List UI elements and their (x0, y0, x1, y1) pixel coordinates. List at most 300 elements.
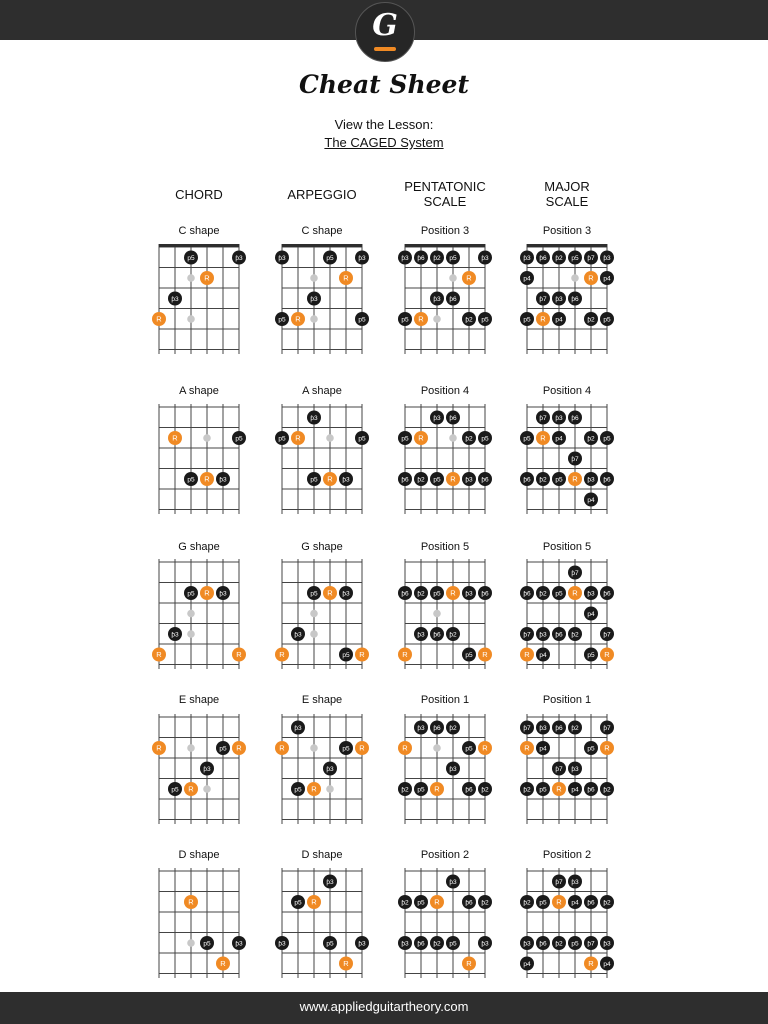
note-label: ƥ6 (417, 255, 425, 263)
diagram-caption: Position 1 (542, 694, 592, 706)
scale-note (600, 312, 614, 326)
note-label: ƥ7 (571, 456, 579, 464)
note-label: p4 (523, 275, 531, 283)
scale-note (600, 271, 614, 285)
scale-note (552, 292, 566, 306)
note-label: p5 (310, 476, 318, 484)
note-label: ƥ2 (603, 786, 611, 794)
footer-url[interactable]: www.appliedguitartheory.com (299, 999, 469, 1014)
scale-note (568, 292, 582, 306)
root-note (568, 472, 582, 486)
note-label: R (327, 588, 333, 598)
note-label: ƥ3 (342, 590, 350, 598)
note-label: ƥ7 (523, 725, 531, 733)
note-label: p5 (310, 590, 318, 598)
fretboard-d-arpeggio (272, 863, 372, 983)
note-label: R (450, 588, 456, 598)
note-label: R (524, 743, 530, 753)
scale-note (600, 721, 614, 735)
scale-note (414, 721, 428, 735)
note-label: p5 (294, 786, 302, 794)
scale-note (552, 251, 566, 265)
scale-note (584, 782, 598, 796)
note-label: R (466, 959, 472, 969)
note-label: ƥ3 (587, 476, 595, 484)
note-label: ƥ2 (539, 476, 547, 484)
note-label: ƥ3 (481, 940, 489, 948)
scale-note (520, 271, 534, 285)
note-label: p5 (555, 590, 563, 598)
note-label: ƥ2 (401, 899, 409, 907)
note-label: p5 (401, 316, 409, 324)
ghost-note (203, 785, 211, 793)
scale-note (478, 251, 492, 265)
scale-note (398, 472, 412, 486)
scale-note (446, 251, 460, 265)
diagram-caption: Position 2 (542, 849, 592, 861)
scale-note (520, 586, 534, 600)
ghost-note (310, 274, 318, 282)
note-label: R (450, 474, 456, 484)
fretboard-c-pentatonic (395, 239, 495, 359)
note-label: R (204, 588, 210, 598)
nut (159, 244, 239, 247)
scale-note (355, 251, 369, 265)
note-label: ƥ6 (523, 590, 531, 598)
note-label: ƥ3 (555, 415, 563, 423)
scale-note (478, 782, 492, 796)
scale-note (232, 251, 246, 265)
note-label: ƥ3 (603, 940, 611, 948)
scale-note (414, 251, 428, 265)
scale-note (291, 782, 305, 796)
note-label: ƥ3 (417, 631, 425, 639)
note-label: ƥ3 (235, 255, 243, 263)
fretboard-e-arpeggio (272, 709, 372, 829)
note-label: R (588, 959, 594, 969)
scale-note (430, 292, 444, 306)
note-label: p5 (342, 652, 350, 660)
ghost-note (310, 744, 318, 752)
scale-note (398, 782, 412, 796)
scale-note (339, 741, 353, 755)
scale-note (552, 312, 566, 326)
scale-note (398, 936, 412, 950)
scale-note (414, 586, 428, 600)
note-label: ƥ6 (401, 476, 409, 484)
note-label: R (359, 743, 365, 753)
note-label: ƥ3 (358, 255, 366, 263)
note-label: ƥ3 (326, 879, 334, 887)
column-header-line: CHORD (175, 187, 223, 202)
note-label: R (327, 474, 333, 484)
scale-note (536, 586, 550, 600)
scale-note (275, 936, 289, 950)
note-label: R (418, 433, 424, 443)
scale-note (520, 782, 534, 796)
note-label: ƥ6 (539, 255, 547, 263)
scale-note (307, 411, 321, 425)
scale-note (478, 431, 492, 445)
note-label: p5 (187, 590, 195, 598)
note-label: R (556, 897, 562, 907)
note-label: ƥ3 (294, 631, 302, 639)
note-label: p5 (481, 435, 489, 443)
note-label: ƥ3 (523, 255, 531, 263)
scale-note (552, 627, 566, 641)
note-label: p5 (539, 899, 547, 907)
scale-note (430, 411, 444, 425)
note-label: ƥ6 (587, 899, 595, 907)
note-label: p5 (187, 476, 195, 484)
lesson-label: View the Lesson: (334, 117, 434, 132)
note-label: p5 (587, 745, 595, 753)
ghost-note (433, 610, 441, 618)
ghost-note (187, 939, 195, 947)
fretboard-d-pentatonic (395, 863, 495, 983)
fretboard-c-chord (149, 239, 249, 359)
note-label: ƥ7 (523, 631, 531, 639)
scale-note (462, 472, 476, 486)
scale-note (355, 431, 369, 445)
logo-swoosh (374, 47, 396, 51)
note-label: ƥ3 (603, 255, 611, 263)
note-label: ƥ6 (433, 631, 441, 639)
scale-note (275, 431, 289, 445)
scale-note (216, 472, 230, 486)
scale-note (430, 627, 444, 641)
note-label: ƥ7 (571, 570, 579, 578)
ghost-note (326, 434, 334, 442)
scale-note (323, 251, 337, 265)
note-label: R (359, 650, 365, 660)
note-label: ƥ2 (401, 786, 409, 794)
scale-note (552, 936, 566, 950)
note-label: R (524, 650, 530, 660)
diagram-caption: C shape (178, 225, 220, 237)
scale-note (339, 648, 353, 662)
scale-note (584, 607, 598, 621)
note-label: R (466, 273, 472, 283)
diagram-caption: G shape (301, 541, 343, 553)
scale-note (462, 895, 476, 909)
note-label: R (311, 784, 317, 794)
ghost-note (571, 274, 579, 282)
scale-note (398, 586, 412, 600)
note-label: ƥ3 (555, 296, 563, 304)
scale-note (446, 936, 460, 950)
scale-note (430, 251, 444, 265)
note-label: ƥ2 (587, 316, 595, 324)
root-note (291, 312, 305, 326)
scale-note (552, 762, 566, 776)
scale-note (414, 936, 428, 950)
note-label: ƥ2 (449, 631, 457, 639)
nut (282, 244, 362, 247)
root-note (184, 782, 198, 796)
note-label: R (434, 784, 440, 794)
note-label: ƥ3 (433, 415, 441, 423)
scale-note (291, 627, 305, 641)
note-label: ƥ2 (465, 316, 473, 324)
note-label: ƥ3 (465, 590, 473, 598)
note-label: R (204, 273, 210, 283)
note-label: R (236, 650, 242, 660)
root-note (200, 586, 214, 600)
note-label: ƥ2 (433, 940, 441, 948)
scale-note (520, 627, 534, 641)
note-label: p4 (587, 497, 595, 505)
site-logo[interactable] (355, 2, 415, 62)
scale-note (568, 782, 582, 796)
note-label: R (482, 650, 488, 660)
fretboard-g-arpeggio (272, 554, 372, 674)
scale-note (430, 936, 444, 950)
note-label: R (343, 959, 349, 969)
scale-note (398, 431, 412, 445)
note-label: ƥ3 (539, 631, 547, 639)
note-label: ƥ3 (171, 296, 179, 304)
diagram-caption: D shape (301, 849, 343, 861)
scale-note (200, 936, 214, 950)
scale-note (568, 411, 582, 425)
note-label: R (556, 784, 562, 794)
scale-note (275, 251, 289, 265)
note-label: ƥ7 (603, 631, 611, 639)
note-label: ƥ3 (278, 255, 286, 263)
note-label: R (188, 784, 194, 794)
diagram-caption: Position 1 (420, 694, 470, 706)
root-note (355, 741, 369, 755)
note-label: p5 (603, 435, 611, 443)
note-label: p5 (465, 745, 473, 753)
fretboard-background (282, 244, 362, 354)
scale-note (323, 936, 337, 950)
column-header-line: MAJOR (544, 179, 590, 194)
scale-note (462, 648, 476, 662)
scale-note (536, 936, 550, 950)
note-label: R (482, 743, 488, 753)
note-label: p5 (481, 316, 489, 324)
note-label: ƥ6 (449, 296, 457, 304)
scale-note (536, 251, 550, 265)
fretboard-background (159, 559, 239, 669)
scale-note (216, 741, 230, 755)
note-label: ƥ2 (587, 435, 595, 443)
note-label: ƥ7 (603, 725, 611, 733)
root-note (414, 312, 428, 326)
note-label: p5 (401, 435, 409, 443)
scale-note (446, 762, 460, 776)
note-label: R (236, 743, 242, 753)
scale-note (291, 721, 305, 735)
note-label: ƥ2 (449, 725, 457, 733)
root-note (478, 741, 492, 755)
note-label: p5 (539, 786, 547, 794)
note-label: ƥ6 (603, 590, 611, 598)
note-label: p4 (555, 316, 563, 324)
note-label: R (295, 314, 301, 324)
scale-note (307, 586, 321, 600)
lesson-link[interactable]: The CAGED System (324, 135, 444, 150)
note-label: p5 (555, 476, 563, 484)
fretboard-background (405, 404, 485, 514)
scale-note (307, 292, 321, 306)
scale-note (232, 431, 246, 445)
note-label: ƥ3 (358, 940, 366, 948)
root-note (584, 957, 598, 971)
diagram-caption: C shape (301, 225, 343, 237)
scale-note (520, 431, 534, 445)
scale-note (552, 586, 566, 600)
note-label: ƥ6 (481, 476, 489, 484)
note-label: R (172, 433, 178, 443)
scale-note (462, 431, 476, 445)
root-note (536, 312, 550, 326)
page-title: Cheat Sheet (298, 70, 470, 99)
note-label: R (402, 743, 408, 753)
note-label: ƥ6 (465, 786, 473, 794)
scale-note (600, 936, 614, 950)
fretboard-g-chord (149, 554, 249, 674)
note-label: ƥ3 (571, 766, 579, 774)
note-label: ƥ2 (417, 476, 425, 484)
scale-note (462, 586, 476, 600)
scale-note (584, 741, 598, 755)
note-label: R (204, 474, 210, 484)
note-label: p5 (294, 899, 302, 907)
note-label: ƥ7 (587, 255, 595, 263)
ghost-note (187, 744, 195, 752)
note-label: ƥ3 (219, 590, 227, 598)
note-label: R (188, 897, 194, 907)
note-label: ƥ3 (294, 725, 302, 733)
ghost-note (203, 434, 211, 442)
note-label: p5 (187, 255, 195, 263)
note-label: ƥ3 (539, 725, 547, 733)
root-note (568, 586, 582, 600)
note-label: ƥ7 (539, 415, 547, 423)
note-label: ƥ6 (481, 590, 489, 598)
scale-note (568, 251, 582, 265)
scale-note (414, 472, 428, 486)
ghost-note (187, 315, 195, 323)
root-note (152, 312, 166, 326)
fretboard-c-arpeggio (272, 239, 372, 359)
fretboard-d-major (517, 863, 617, 983)
note-label: R (156, 743, 162, 753)
root-note (552, 782, 566, 796)
diagram-caption: A shape (302, 385, 342, 397)
note-label: R (156, 314, 162, 324)
note-label: ƥ3 (278, 940, 286, 948)
note-label: p4 (571, 786, 579, 794)
note-label: ƥ3 (326, 766, 334, 774)
root-note (520, 741, 534, 755)
note-label: p5 (326, 940, 334, 948)
note-label: ƥ2 (481, 899, 489, 907)
scale-note (339, 586, 353, 600)
ghost-note (449, 434, 457, 442)
note-label: ƥ2 (603, 899, 611, 907)
scale-note (275, 312, 289, 326)
scale-note (568, 895, 582, 909)
root-note (275, 648, 289, 662)
note-label: ƥ7 (555, 879, 563, 887)
ghost-note (187, 630, 195, 638)
fretboard-g-major (517, 554, 617, 674)
note-label: ƥ7 (539, 296, 547, 304)
note-label: p5 (523, 435, 531, 443)
note-label: R (295, 433, 301, 443)
column-header-line: ARPEGGIO (287, 187, 357, 202)
root-note (200, 472, 214, 486)
scale-note (168, 782, 182, 796)
root-note (600, 741, 614, 755)
note-label: p5 (571, 255, 579, 263)
scale-note (184, 472, 198, 486)
note-label: p5 (326, 255, 334, 263)
root-note (520, 648, 534, 662)
scale-note (600, 627, 614, 641)
scale-note (478, 312, 492, 326)
note-label: p4 (571, 899, 579, 907)
diagram-caption: G shape (178, 541, 220, 553)
root-note (323, 586, 337, 600)
scale-note (584, 586, 598, 600)
root-note (307, 895, 321, 909)
scale-note (184, 586, 198, 600)
note-label: ƥ2 (555, 255, 563, 263)
scale-note (536, 292, 550, 306)
note-label: R (279, 743, 285, 753)
root-note (414, 431, 428, 445)
fretboard-c-major (517, 239, 617, 359)
scale-note (520, 936, 534, 950)
scale-note (584, 251, 598, 265)
column-header-line: SCALE (545, 194, 589, 209)
scale-note (446, 411, 460, 425)
scale-note (536, 782, 550, 796)
note-label: ƥ6 (555, 631, 563, 639)
note-label: p5 (219, 745, 227, 753)
note-label: R (434, 897, 440, 907)
note-label: ƥ2 (417, 590, 425, 598)
scale-note (536, 472, 550, 486)
scale-note (600, 782, 614, 796)
scale-note (414, 627, 428, 641)
scale-note (552, 875, 566, 889)
scale-note (568, 452, 582, 466)
note-label: p5 (235, 435, 243, 443)
note-label: p5 (587, 652, 595, 660)
fretboard-e-chord (149, 709, 249, 829)
scale-note (520, 721, 534, 735)
root-note (168, 431, 182, 445)
column-header-line: SCALE (423, 194, 467, 209)
note-label: ƥ3 (401, 940, 409, 948)
logo-letter: G (372, 8, 398, 43)
scale-note (536, 741, 550, 755)
scale-note (446, 721, 460, 735)
diagram-caption: D shape (178, 849, 220, 861)
scale-note (200, 762, 214, 776)
scale-note (552, 721, 566, 735)
note-label: R (343, 273, 349, 283)
note-label: R (540, 314, 546, 324)
scale-note (536, 411, 550, 425)
note-label: ƥ3 (481, 255, 489, 263)
